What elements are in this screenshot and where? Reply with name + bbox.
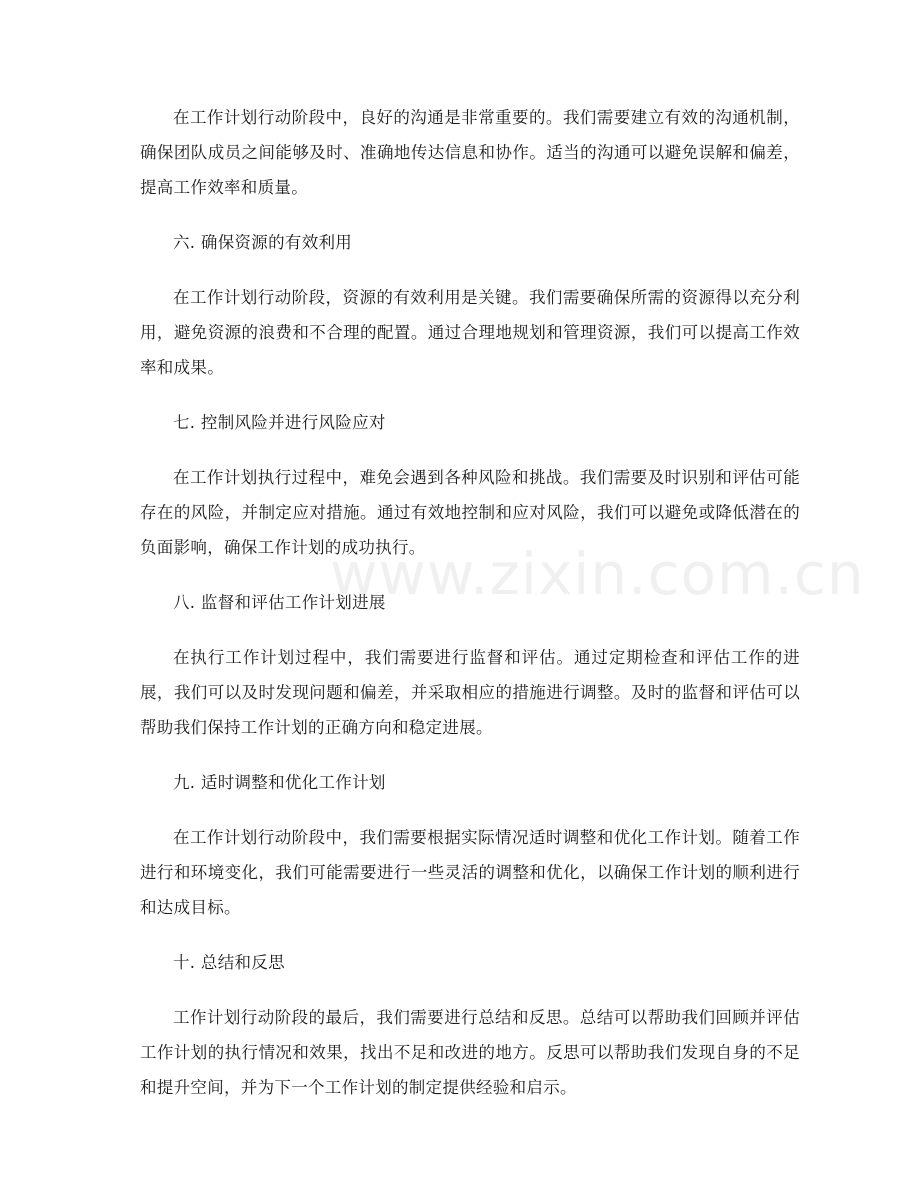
watermark-text: www.zixin.com.cn <box>330 540 865 608</box>
paragraph-adjustment: 在工作计划行动阶段中，我们需要根据实际情况适时调整和优化工作计划。随着工作进行和环境变化，我们可能需要进行一些灵活的调整和优化，以确保工作计划的顺利进行和达成目标。 <box>140 828 800 917</box>
section-heading-summary: 十. 总结和反思 <box>173 953 285 972</box>
paragraph-resources: 在工作计划行动阶段，资源的有效利用是关键。我们需要确保所需的资源得以充分利用，避免资源的浪费和不合理的配置。通过合理地规划和管理资源，我们可以提高工作效率和成果。 <box>140 288 800 377</box>
paragraph-risk: 在工作计划执行过程中，难免会遇到各种风险和挑战。我们需要及时识别和评估可能存在的风险，并制定应对措施。通过有效地控制和应对风险，我们可以避免或降低潜在的负面影响，确保工作计划的成功执行。 <box>140 468 800 557</box>
paragraph-monitoring: 在执行工作计划过程中，我们需要进行监督和评估。通过定期检查和评估工作的进展，我们可以及时发现问题和偏差，并采取相应的措施进行调整。及时的监督和评估可以帮助我们保持工作计划的正确方向和稳定进展。 <box>140 648 800 737</box>
document-body <box>140 100 800 1125</box>
paragraph-communication: 在工作计划行动阶段中，良好的沟通是非常重要的。我们需要建立有效的沟通机制，确保团队成员之间能够及时、准确地传达信息和协作。适当的沟通可以避免误解和偏差，提高工作效率和质量。 <box>140 108 800 197</box>
paragraph-summary: 工作计划行动阶段的最后，我们需要进行总结和反思。总结可以帮助我们回顾并评估工作计划的执行情况和效果，找出不足和改进的地方。反思可以帮助我们发现自身的不足和提升空间，并为下一个工作计划的制定提供经验和启示。 <box>140 1008 800 1097</box>
section-heading-adjustment: 九. 适时调整和优化工作计划 <box>173 773 386 792</box>
section-heading-resources: 六. 确保资源的有效利用 <box>173 233 353 252</box>
section-heading-risk: 七. 控制风险并进行风险应对 <box>173 413 386 432</box>
section-heading-monitoring: 八. 监督和评估工作计划进展 <box>173 593 386 612</box>
